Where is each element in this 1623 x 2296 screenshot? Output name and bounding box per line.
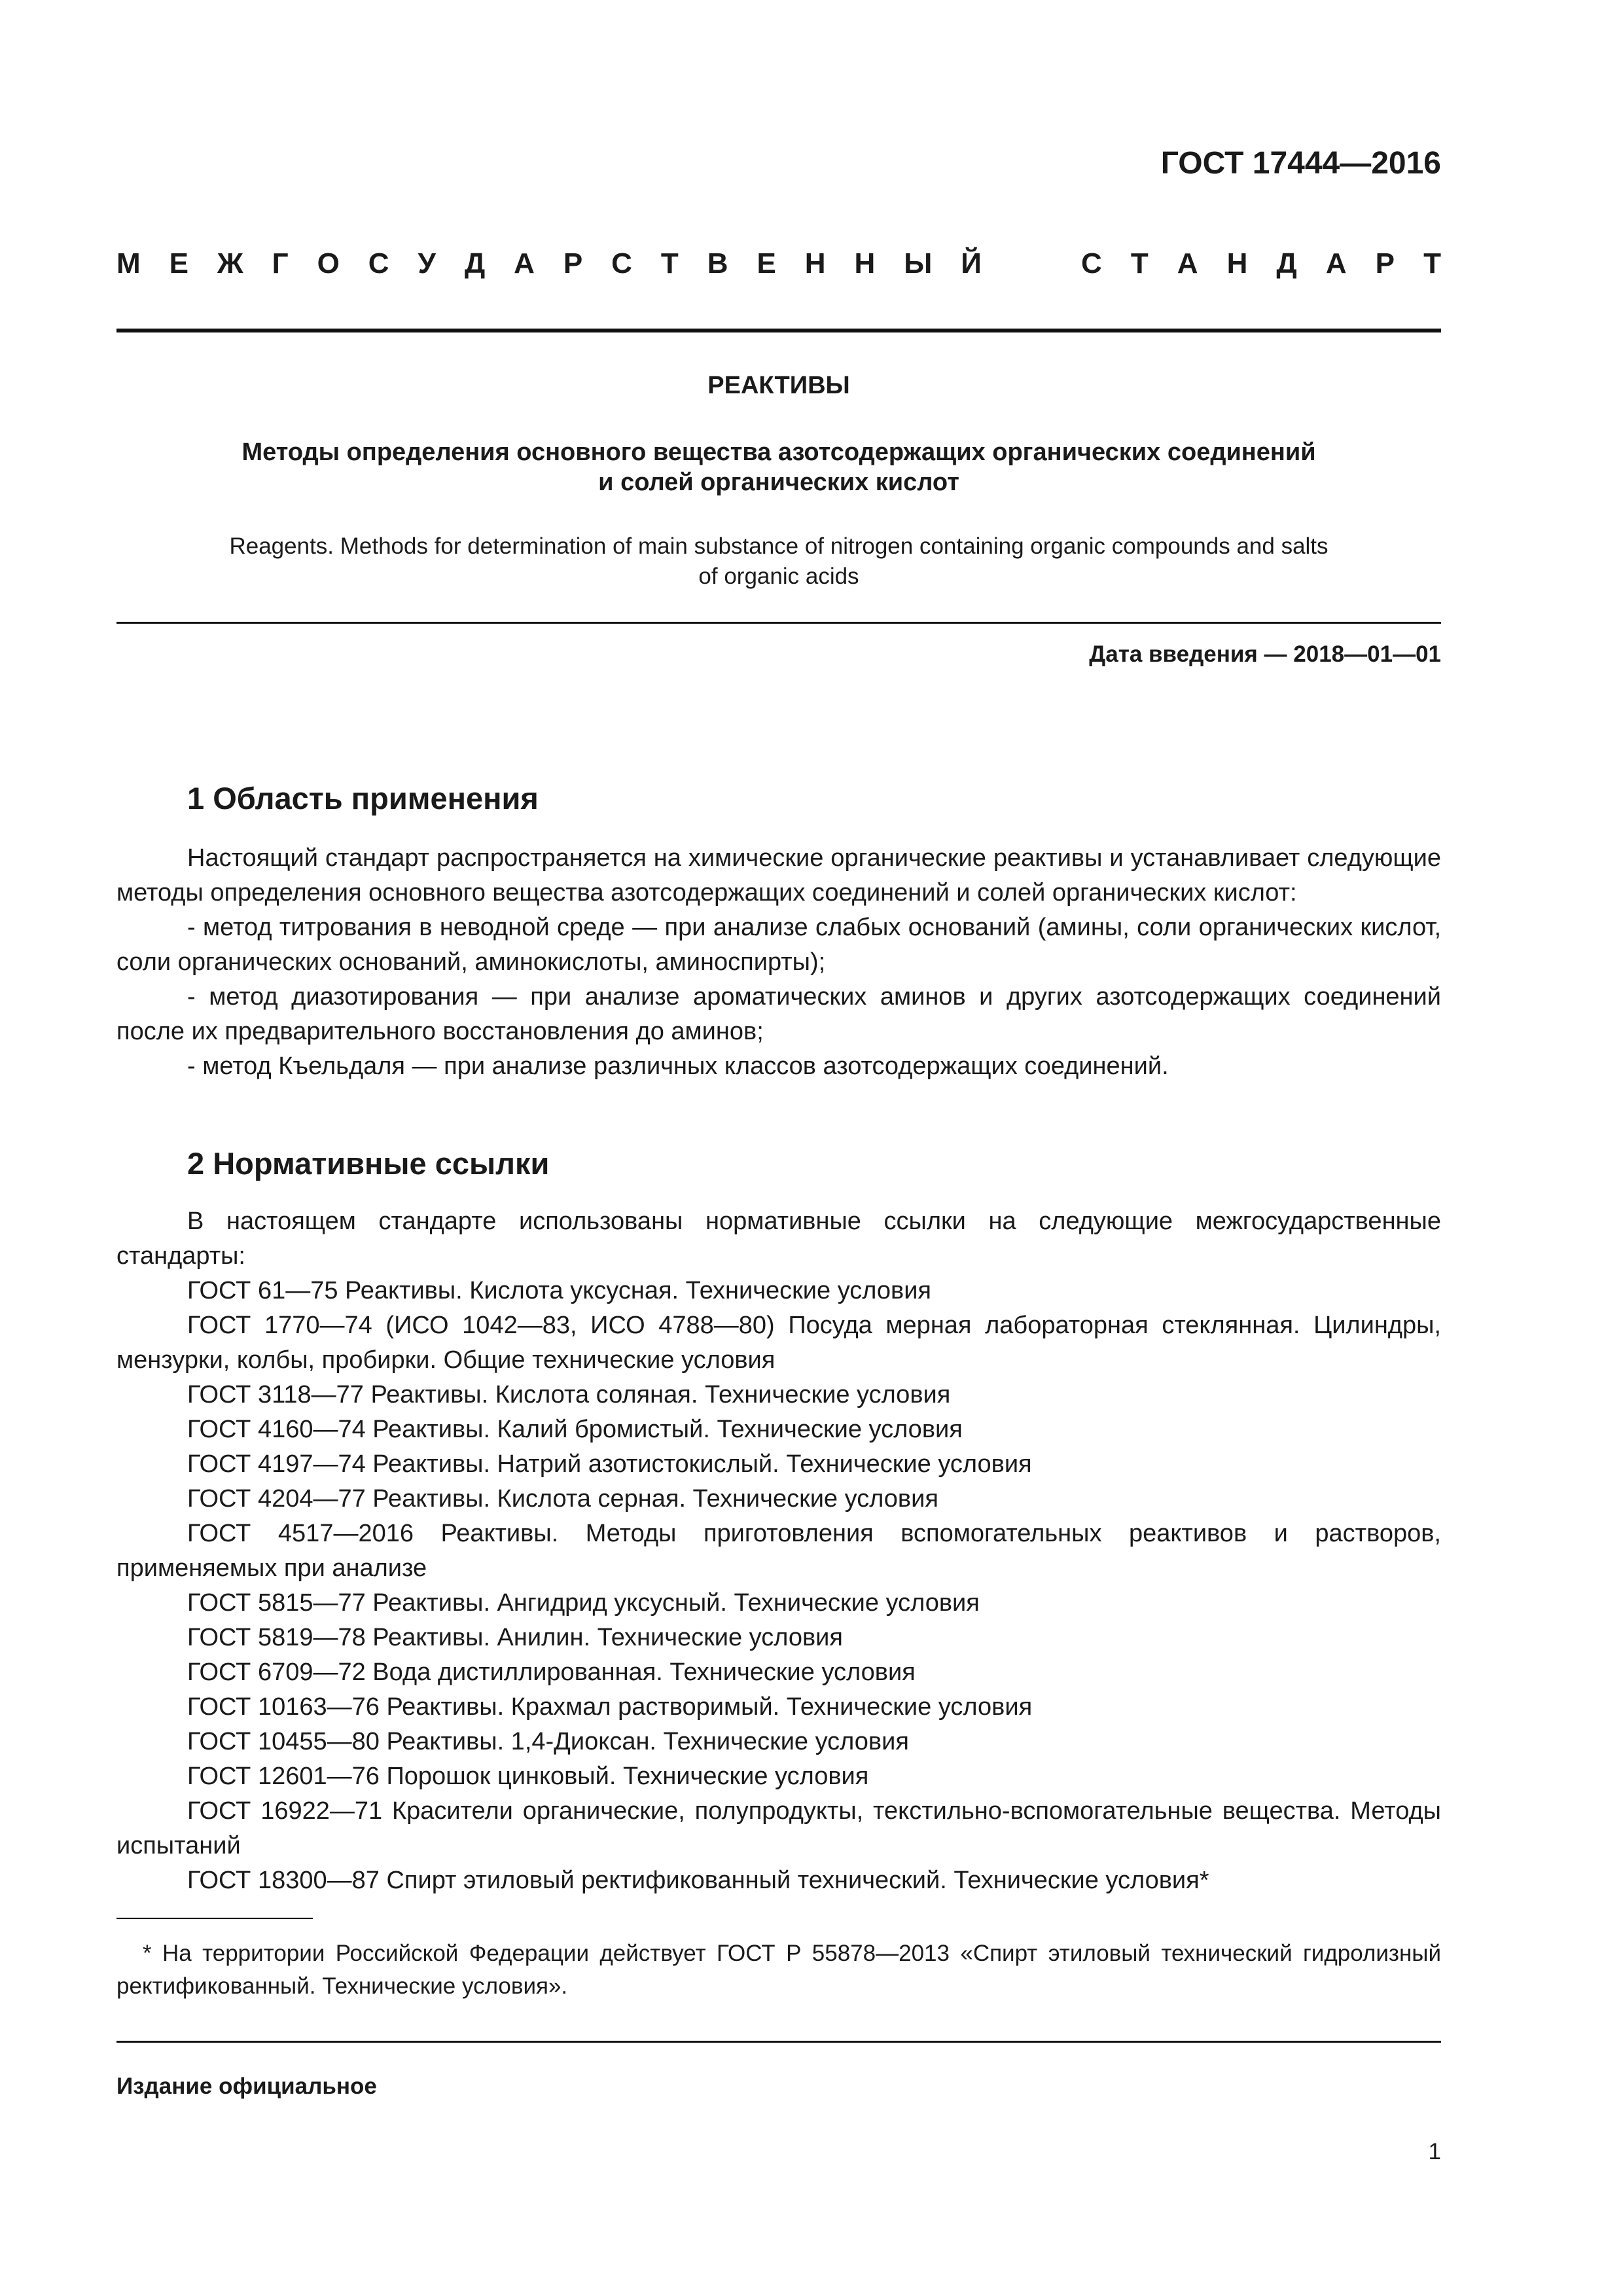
document-title: РЕАКТИВЫ bbox=[707, 372, 850, 399]
reference-item: ГОСТ 4517—2016 Реактивы. Методы приготовления вспомогательных реактивов и растворов, применяемых при анализе bbox=[116, 1520, 1441, 1582]
reference-item: ГОСТ 1770—74 (ИСО 1042—83, ИСО 4788—80) Посуда мерная лабораторная стеклянная. Цилиндры, мензурки, колбы, пробирки. Общие технические условия bbox=[116, 1312, 1441, 1374]
section-2-body bbox=[116, 1204, 1441, 1898]
footer-divider bbox=[116, 2041, 1441, 2043]
reference-item: ГОСТ 5815—77 Реактивы. Ангидрид уксусный. Технические условия bbox=[187, 1589, 980, 1617]
reference-item: ГОСТ 12601—76 Порошок цинковый. Технические условия bbox=[187, 1763, 869, 1790]
reference-item: ГОСТ 4160—74 Реактивы. Калий бромистый. Технические условия bbox=[187, 1416, 963, 1443]
document-subtitle: Методы определения основного вещества азотсодержащих органических соединений и солей органических кислот bbox=[241, 439, 1316, 496]
introduction-date: Дата введения — 2018—01—01 bbox=[1089, 641, 1441, 667]
reference-item: ГОСТ 3118—77 Реактивы. Кислота соляная. Технические условия bbox=[187, 1381, 951, 1408]
interstate-word: М Е Ж Г О С У Д А Р С Т В Е Н Н Ы Й bbox=[116, 247, 982, 279]
reference-item: ГОСТ 16922—71 Красители органические, полупродукты, текстильно-вспомогательные вещества. Методы испытаний bbox=[116, 1797, 1441, 1859]
paragraph: В настоящем стандарте использованы нормативные ссылки на следующие межгосударственные стандарты: bbox=[116, 1208, 1441, 1270]
section-1-body bbox=[116, 841, 1441, 1084]
reference-item: ГОСТ 10455—80 Реактивы. 1,4-Диоксан. Технические условия bbox=[187, 1728, 909, 1755]
reference-item: ГОСТ 18300—87 Спирт этиловый ректификованный технический. Технические условия* bbox=[187, 1867, 1209, 1894]
reference-item: ГОСТ 4197—74 Реактивы. Натрий азотистокислый. Технические условия bbox=[187, 1450, 1032, 1478]
english-title: Reagents. Methods for determination of main substance of nitrogen containing organic compounds and salts of organic acids bbox=[229, 533, 1329, 589]
paragraph: Настоящий стандарт распространяется на химические органические реактивы и устанавливает следующие методы определения основного вещества азотсодержащих соединений и солей органических кислот: bbox=[116, 844, 1441, 906]
section-2-heading: 2 Нормативные ссылки bbox=[187, 1146, 550, 1181]
standard-word: С Т А Н Д А Р Т bbox=[1081, 247, 1441, 279]
section-1-heading: 1 Область применения bbox=[187, 781, 539, 816]
reference-item: ГОСТ 5819—78 Реактивы. Анилин. Технические условия bbox=[187, 1624, 843, 1651]
footnote-divider bbox=[116, 1918, 313, 1919]
reference-item: ГОСТ 61—75 Реактивы. Кислота уксусная. Технические условия bbox=[187, 1277, 932, 1304]
interstate-standard-heading bbox=[116, 247, 1441, 280]
title-divider bbox=[116, 622, 1441, 624]
list-item: - метод диазотирования — при анализе ароматических аминов и других азотсодержащих соединений после их предварительного восстановления до аминов; bbox=[116, 983, 1441, 1045]
reference-item: ГОСТ 4204—77 Реактивы. Кислота серная. Технические условия bbox=[187, 1485, 938, 1513]
official-edition-label: Издание официальное bbox=[116, 2073, 377, 2099]
list-item: - метод титрования в неводной среде — при анализе слабых оснований (амины, соли органических кислот, соли органических оснований, аминокислоты, аминоспирты); bbox=[116, 914, 1441, 976]
reference-item: ГОСТ 10163—76 Реактивы. Крахмал растворимый. Технические условия bbox=[187, 1693, 1033, 1721]
header-divider bbox=[116, 329, 1441, 332]
document-page bbox=[116, 0, 1441, 2296]
reference-item: ГОСТ 6709—72 Вода дистиллированная. Технические условия bbox=[187, 1659, 916, 1686]
document-number: ГОСТ 17444—2016 bbox=[1160, 146, 1441, 181]
page-number: 1 bbox=[1428, 2139, 1441, 2164]
footnote: * На территории Российской Федерации действует ГОСТ Р 55878—2013 «Спирт этиловый технический гидролизный ректификованный. Технические условия». bbox=[116, 1941, 1441, 1999]
list-item: - метод Къельдаля — при анализе различных классов азотсодержащих соединений. bbox=[187, 1052, 1169, 1080]
